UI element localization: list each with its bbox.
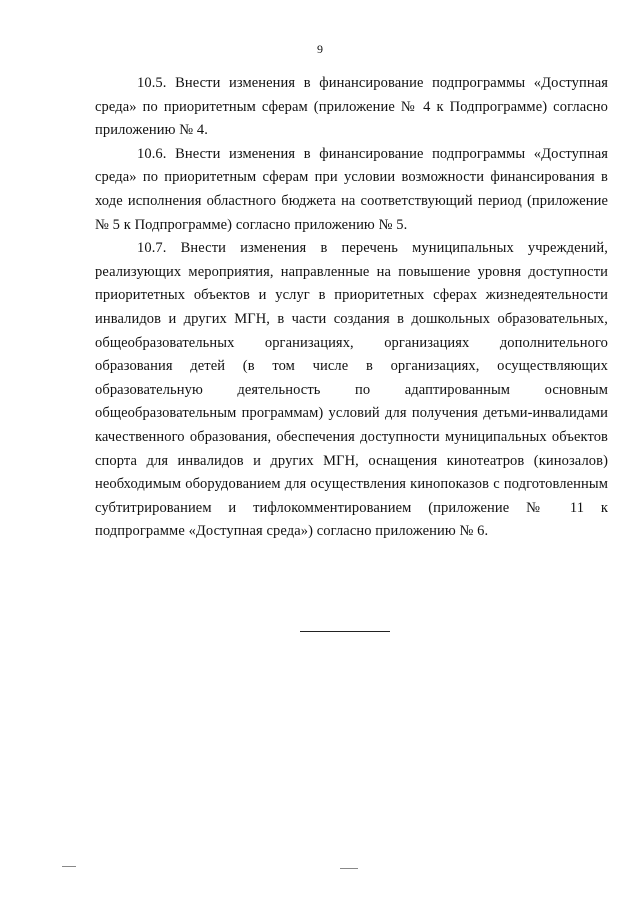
paragraph-10-6: 10.6. Внести изменения в финансирование подпрограммы «Доступная среда» по приоритетным сферам при условии возможности финансирования в ходе исполнения областного бюджета на соответствующий период (приложение № 5 к Подпрограмме) согласно приложению № 5.: [95, 145, 608, 233]
paragraph-10-7: 10.7. Внести изменения в перечень муниципальных учреждений, реализующих мероприятия, направленные на повышение уровня доступности приоритетных объектов и услуг в приоритетных сферах жизнедеятельности инвалидов и других МГН, в части создания в дошкольных образовательных, общеобразовательных организациях, организациях дополнительного образования детей (в том числе в организациях, осуществляющих образовательную деятельность по адаптированным основным общеобразовательным программам) условий для получения детьми-инвалидами качественного образования, обеспечения доступности муниципальных объектов спорта для инвалидов и других МГН, оснащения кинотеатров (кинозалов) необходимым оборудованием для осуществления кинопоказов с подготовленным субтитрированием и тифлокомментированием (приложение № 11 к подпрограмме «Доступная среда») согласно приложению № 6.: [95, 240, 608, 540]
page-number: 9: [317, 42, 323, 56]
section-separator-line: [300, 631, 390, 632]
paragraph-10-5: 10.5. Внести изменения в финансирование подпрограммы «Доступная среда» по приоритетным сферам (приложение № 4 к Подпрограмме) согласно приложению № 4.: [95, 75, 608, 139]
scan-artifact: [62, 866, 76, 867]
document-body: [95, 72, 608, 544]
scan-artifact: [340, 868, 358, 869]
